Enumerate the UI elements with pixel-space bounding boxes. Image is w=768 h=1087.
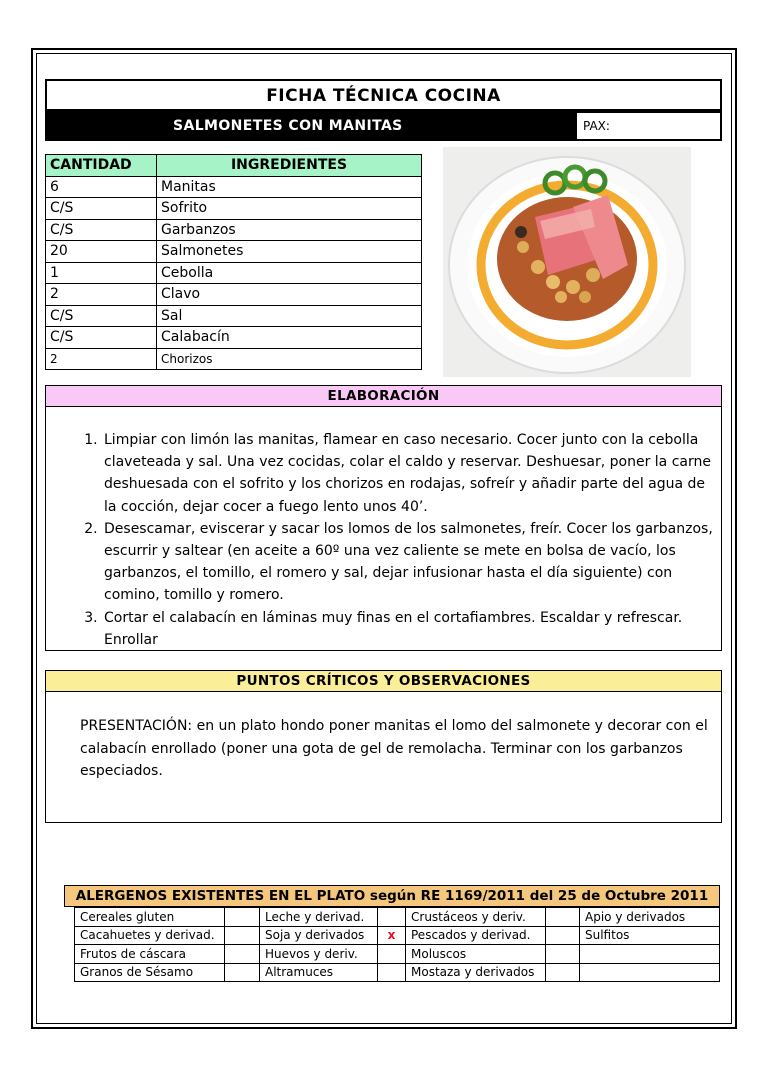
allergen-mark [546,945,580,964]
allergen-label: Frutos de cáscara [75,945,225,964]
ingredient-name: Salmonetes [157,241,422,263]
list-item: 2. Desescamar, eviscerar y sacar los lomos de los salmonetes, freír. Cocer los garbanzos, escurrir y saltear (en aceite a 60º una vez caliente se mete en bolsa de vacío, los garbanzos, el tomillo, el romero y sal, dejar infusionar hasta el día siguiente) con comino, tomillo y romero. [102,518,716,607]
table-row [46,284,422,306]
presentacion-text: PRESENTACIÓN: en un plato hondo poner manitas el lomo del salmonete y decorar con el calabacín enrollado (poner una gota de gel de remolacha. Terminar con los garbanzos especiados. [80,718,708,780]
ingredient-qty: 2 [46,348,157,370]
table-row [46,327,422,349]
list-item: 3. Cortar el calabacín en láminas muy finas en el cortafiambres. Escaldar y refrescar. Enrollar [102,607,716,651]
table-row [46,176,422,198]
ingredient-qty: C/S [46,327,157,349]
alergenos-table [74,907,720,982]
allergen-mark [546,926,580,945]
alergenos-header: ALERGENOS EXISTENTES EN EL PLATO según RE 1169/2011 del 25 de Octubre 2011 [64,885,720,907]
ingredient-qty: 20 [46,241,157,263]
ingredient-qty: 1 [46,262,157,284]
ingredient-name: Chorizos [157,348,422,370]
allergen-label: Huevos y deriv. [260,945,378,964]
ingredient-name: Manitas [157,176,422,198]
table-row [46,262,422,284]
ingredient-name: Sofrito [157,198,422,220]
dish-illustration [443,147,691,377]
allergen-label: Altramuces [260,963,378,982]
ingredient-qty: 6 [46,176,157,198]
allergen-label: Soja y derivados [260,926,378,945]
allergen-mark: x [378,926,406,945]
allergen-label [580,963,720,982]
allergen-label: Mostaza y derivados [406,963,546,982]
allergen-label: Crustáceos y deriv. [406,908,546,927]
table-row [46,348,422,370]
allergen-label: Cacahuetes y derivad. [75,926,225,945]
dish-name: SALMONETES CON MANITAS [45,111,575,141]
allergen-mark [378,908,406,927]
table-row [46,198,422,220]
table-row [46,219,422,241]
ingredient-name: Clavo [157,284,422,306]
table-row [46,241,422,263]
ingredient-name: Calabacín [157,327,422,349]
allergen-label: Cereales gluten [75,908,225,927]
col-ingredientes: INGREDIENTES [157,155,422,177]
allergen-mark [225,963,260,982]
table-row [75,963,720,982]
ingredient-name: Sal [157,305,422,327]
table-row [46,305,422,327]
allergen-label: Pescados y derivad. [406,926,546,945]
pax-label: PAX: [583,119,610,133]
allergen-mark [378,963,406,982]
ingredient-qty: C/S [46,305,157,327]
ingredient-name: Cebolla [157,262,422,284]
puntos-criticos-body [45,692,722,823]
elaboracion-steps [76,429,716,651]
pax-field [575,111,722,141]
allergen-label [580,945,720,964]
allergen-mark [225,926,260,945]
dish-photo [443,147,691,377]
allergen-label: Sulfitos [580,926,720,945]
allergen-mark [546,908,580,927]
ingredient-name: Garbanzos [157,219,422,241]
elaboracion-body [45,407,722,651]
ingredient-qty: C/S [46,198,157,220]
allergen-label: Leche y derivad. [260,908,378,927]
ingredient-qty: 2 [46,284,157,306]
allergen-mark [225,945,260,964]
allergen-label: Apio y derivados [580,908,720,927]
allergen-mark [225,908,260,927]
ingredient-qty: C/S [46,219,157,241]
table-row [75,945,720,964]
allergen-label: Granos de Sésamo [75,963,225,982]
elaboracion-header: ELABORACIÓN [45,385,722,407]
col-cantidad: CANTIDAD [46,155,157,177]
document-title: FICHA TÉCNICA COCINA [45,79,722,111]
ingredients-table [45,154,422,370]
allergen-label: Moluscos [406,945,546,964]
allergen-mark [378,945,406,964]
list-item: 1. Limpiar con limón las manitas, flamear en caso necesario. Cocer junto con la cebolla claveteada y sal. Una vez cocidas, colar el caldo y reservar. Deshuesar, poner la carne deshuesada con el sofrito y los chorizos en rodajas, sofreír y añadir parte del agua de la cocción, dejar cocer a fuego lento unos 40’. [102,429,716,518]
table-row [75,926,720,945]
ingredients-header-row [46,155,422,177]
table-row [75,908,720,927]
puntos-criticos-header: PUNTOS CRÍTICOS Y OBSERVACIONES [45,670,722,692]
allergen-mark [546,963,580,982]
